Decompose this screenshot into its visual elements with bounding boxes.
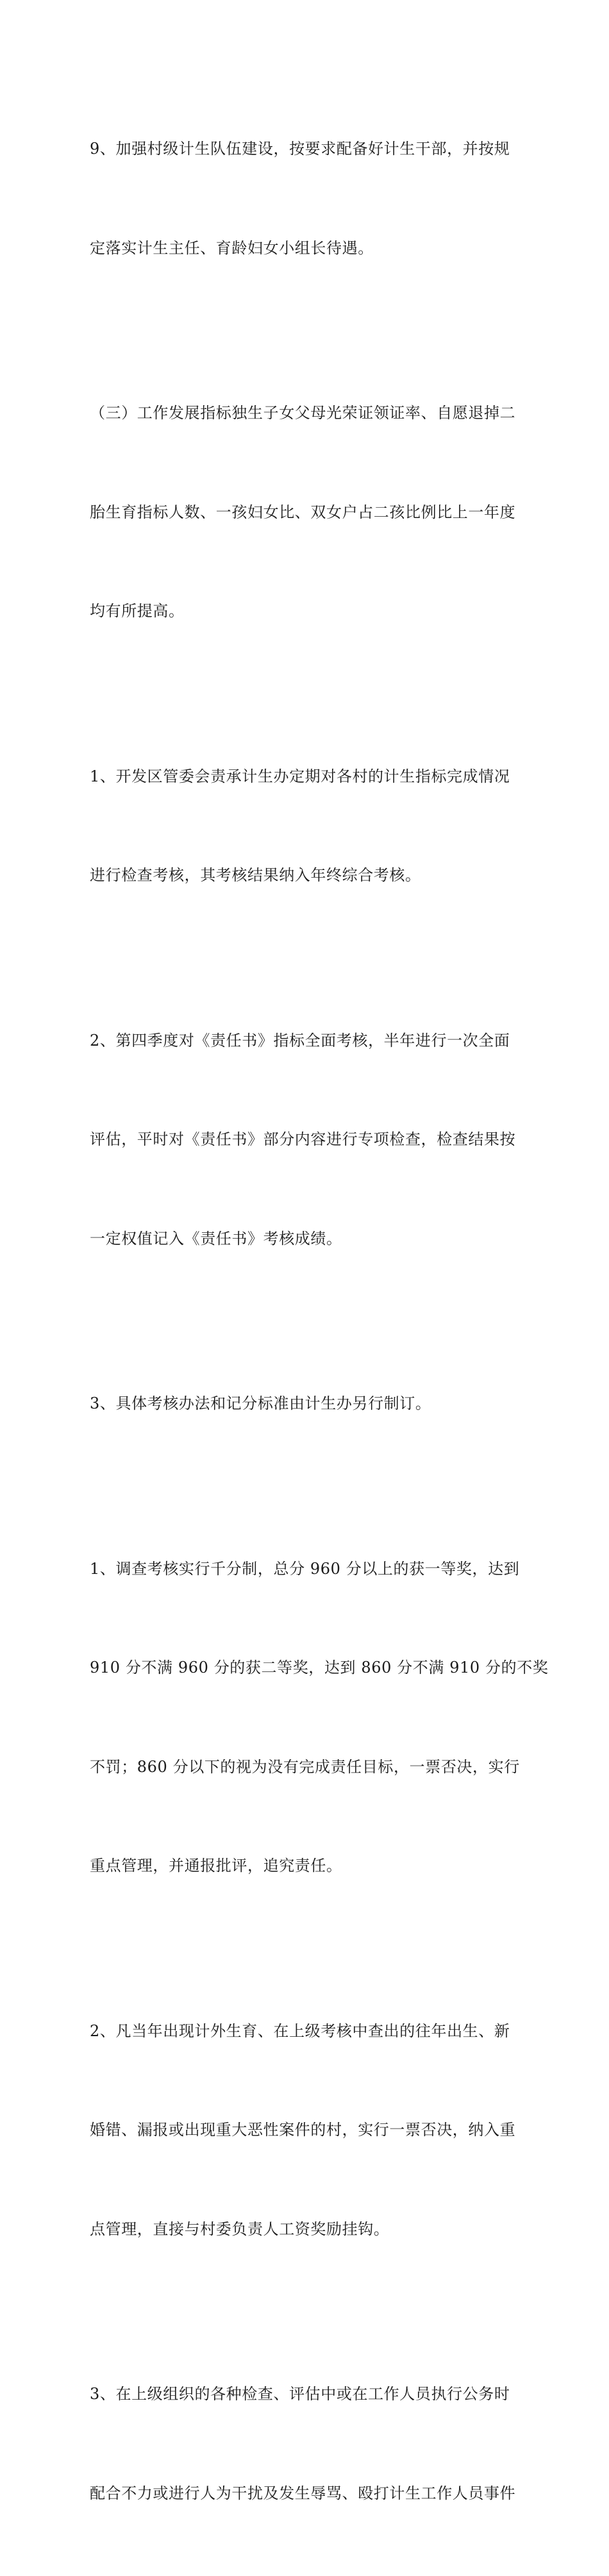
paragraph-reward-3 [90, 2312, 526, 2576]
paragraph-reward-2 [90, 1949, 526, 2313]
text-line: 3、在上级组织的各种检查、评估中或在工作人员执行公务时 [90, 2385, 510, 2403]
text-line: 胎生育指标人数、一孩妇女比、双女户占二孩比例比上一年度 [90, 503, 516, 521]
text-line: 2、凡当年出现计外生育、在上级考核中查出的往年出生、新 [90, 2021, 510, 2040]
text-line: 定落实计生主任、育龄妇女小组长待遇。 [90, 238, 374, 257]
document-body [90, 67, 549, 2576]
text-line: 评估，平时对《责任书》部分内容进行专项检查，检查结果按 [90, 1130, 516, 1148]
text-line: 配合不力或进行人为干扰及发生辱骂、殴打计生工作人员事件 [90, 2484, 516, 2502]
paragraph-check-2 [90, 958, 526, 1322]
text-line: 均有所提高。 [90, 602, 185, 620]
text-line: 9、加强村级计生队伍建设，按要求配备好计生干部，并按规 [90, 140, 510, 158]
text-line: 一定权值记入《责任书》考核成绩。 [90, 1229, 342, 1248]
text-line: 1、开发区管委会责承计生办定期对各村的计生指标完成情况 [90, 767, 510, 785]
text-line: （三）工作发展指标独生子女父母光荣证领证率、自愿退掉二 [90, 404, 516, 422]
text-line: 点管理，直接与村委负责人工资奖励挂钩。 [90, 2220, 390, 2238]
text-line: 1、调查考核实行千分制，总分 960 分以上的获一等奖，达到 [90, 1559, 520, 1578]
text-line: 不罚；860 分以下的视为没有完成责任目标，一票否决，实行 [90, 1757, 520, 1776]
text-line: 婚错、漏报或出现重大恶性案件的村，实行一票否决，纳入重 [90, 2121, 516, 2139]
paragraph-check-3 [90, 1321, 526, 1487]
paragraph-reward-1 [90, 1487, 549, 1949]
text-line: 2、第四季度对《责任书》指标全面考核，半年进行一次全面 [90, 1031, 510, 1050]
text-line: 3、具体考核办法和记分标准由计生办另行制订。 [90, 1394, 431, 1412]
text-line: 910 分不满 960 分的获二等奖，达到 860 分不满 910 分的不奖 [90, 1659, 549, 1677]
paragraph-check-1 [90, 694, 526, 958]
paragraph-section-3-indicators [90, 331, 526, 694]
text-line: 重点管理，并通报批评，追究责任。 [90, 1857, 342, 1875]
paragraph-item-9 [90, 67, 526, 331]
text-line: 进行检查考核，其考核结果纳入年终综合考核。 [90, 866, 421, 884]
